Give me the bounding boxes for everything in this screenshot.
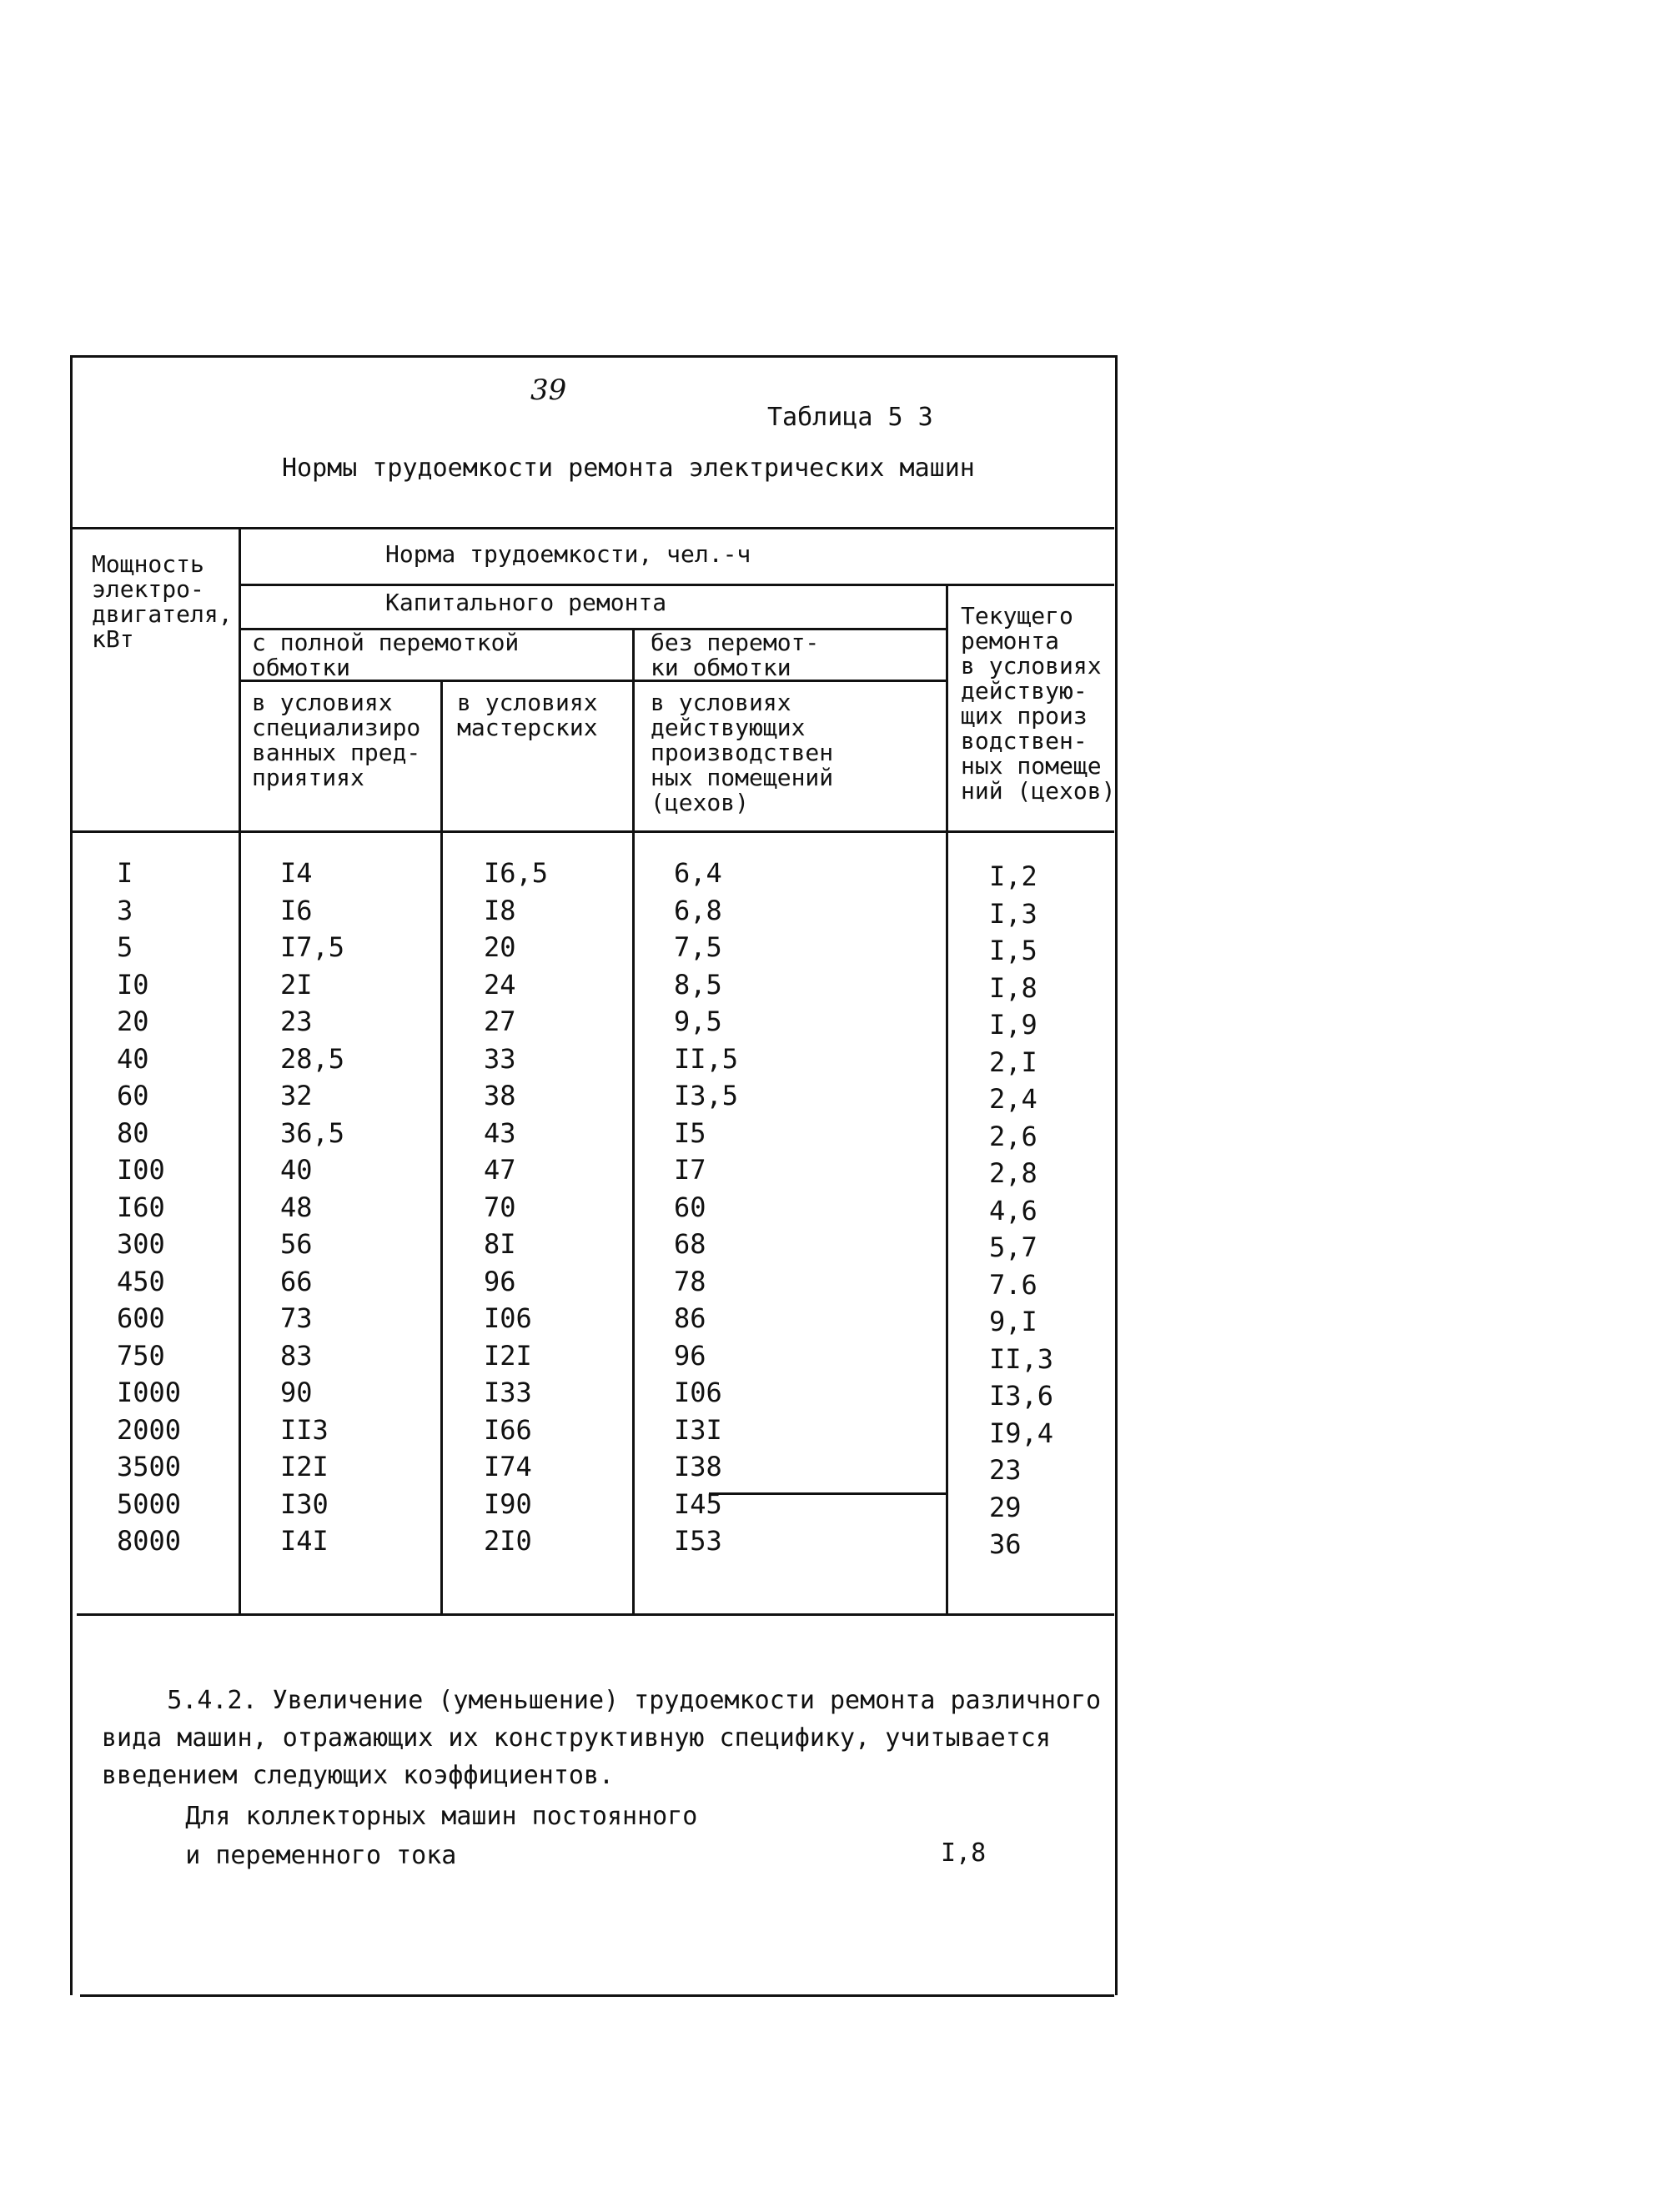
cell-spec: I4I	[280, 1525, 329, 1557]
cell-current: 5,7	[989, 1231, 1037, 1263]
page-number: 39	[530, 374, 567, 407]
cell-spec: 48	[280, 1191, 313, 1223]
cell-power: I00	[117, 1154, 165, 1186]
cell-power: 40	[117, 1042, 149, 1075]
cell-current: I,2	[989, 860, 1037, 892]
cell-spec: 23	[280, 1006, 313, 1037]
header-spec: в условиях специализиро ванных пред- приятиях	[252, 689, 421, 791]
cell-power: 20	[117, 1006, 149, 1037]
cell-workshop: I06	[484, 1302, 532, 1334]
cell-spec: 66	[280, 1265, 313, 1297]
cell-workshop: 27	[484, 1006, 516, 1037]
cell-power: 3500	[117, 1451, 182, 1482]
cell-workshop: 38	[484, 1080, 516, 1111]
cell-current: 2,6	[989, 1120, 1037, 1152]
column-workshop	[484, 855, 548, 1560]
cell-workshop: I74	[484, 1451, 532, 1482]
cell-existing: 60	[674, 1191, 706, 1223]
cell-current: II,3	[989, 1342, 1054, 1375]
cell-power: I0	[117, 968, 149, 1001]
cell-current: 4,6	[989, 1194, 1037, 1226]
cell-spec: 28,5	[280, 1042, 345, 1075]
header-existing: в условиях действующих производствен ных помещений (цехов)	[651, 689, 834, 816]
column-spec	[280, 855, 344, 1560]
column-power	[117, 855, 181, 1560]
paragraph-line-1: 5.4.2. Увеличение (уменьшение) трудоемкости ремонта различного	[107, 1686, 1102, 1715]
cell-spec: 40	[280, 1154, 313, 1186]
page-frame-bottom	[80, 1994, 1114, 1997]
cell-power: 80	[117, 1116, 149, 1149]
cell-workshop: 96	[484, 1265, 516, 1297]
cell-workshop: I8	[484, 894, 516, 926]
cell-existing: I5	[674, 1116, 706, 1149]
header-power: Мощность электро- двигателя, кВт	[92, 550, 233, 653]
cell-existing: II,5	[674, 1042, 739, 1075]
cell-existing: I45	[674, 1487, 722, 1520]
cell-workshop: 47	[484, 1154, 516, 1186]
cell-spec: I7,5	[280, 931, 345, 963]
cell-power: 60	[117, 1080, 149, 1111]
cell-existing: I3,5	[674, 1080, 739, 1111]
cell-power: 300	[117, 1228, 165, 1260]
cell-current: 9,I	[989, 1306, 1037, 1337]
header-norm: Норма трудоемкости, чел.-ч	[385, 540, 751, 568]
cell-existing: 6,8	[674, 894, 722, 926]
cell-power: 2000	[117, 1413, 182, 1446]
col-divider-1	[239, 527, 241, 1615]
cell-existing: 8,5	[674, 968, 722, 1001]
column-existing	[674, 855, 738, 1560]
cell-current: 2,8	[989, 1157, 1037, 1189]
cell-existing: 86	[674, 1302, 706, 1334]
table-title: Нормы трудоемкости ремонта электрических машин	[282, 454, 975, 483]
cell-current: I3,6	[989, 1380, 1054, 1412]
header-bottom-rule	[72, 830, 1114, 833]
cell-power: 600	[117, 1302, 165, 1334]
cell-workshop: I66	[484, 1413, 532, 1446]
cell-spec: I30	[280, 1487, 329, 1520]
cell-spec: 2I	[280, 968, 313, 1001]
cell-existing: 7,5	[674, 931, 722, 963]
table-bottom-rule	[77, 1613, 1114, 1616]
norm-header-rule	[240, 584, 1114, 586]
cell-current: I9,4	[989, 1417, 1054, 1449]
cell-workshop: I2I	[484, 1339, 532, 1372]
col-divider-3	[632, 628, 635, 1615]
cell-workshop: I33	[484, 1377, 532, 1408]
cell-existing: I53	[674, 1525, 722, 1557]
cell-power: 3	[117, 894, 133, 926]
cell-current: I,3	[989, 897, 1037, 930]
cell-spec: I6	[280, 894, 313, 926]
table-top-rule	[72, 527, 1114, 529]
cell-spec: 90	[280, 1377, 313, 1408]
header-current: Текущего ремонта в условиях действую- щих произ водствен- ных помеще ний (цехов)	[961, 602, 1116, 805]
cell-workshop: 20	[484, 931, 516, 963]
cell-spec: II3	[280, 1413, 329, 1446]
col-divider-4	[946, 584, 948, 1615]
cell-spec: I2I	[280, 1451, 329, 1482]
cell-existing: I7	[674, 1154, 706, 1186]
cell-current: 7.6	[989, 1268, 1037, 1301]
row-5000-rule	[709, 1492, 946, 1495]
cell-workshop: I6,5	[484, 857, 549, 889]
cell-current: 2,4	[989, 1083, 1037, 1115]
cell-power: 8000	[117, 1525, 182, 1557]
header-full-rewind: с полной перемоткой обмотки	[252, 629, 520, 681]
cell-spec: 73	[280, 1302, 313, 1334]
cell-current: 23	[989, 1454, 1022, 1486]
cell-current: 29	[989, 1491, 1022, 1523]
cell-existing: I3I	[674, 1413, 722, 1446]
cell-power: 450	[117, 1265, 165, 1297]
header-capital: Капитального ремонта	[385, 589, 667, 616]
cell-power: I000	[117, 1377, 182, 1408]
cell-workshop: 70	[484, 1191, 516, 1223]
cell-workshop: 2I0	[484, 1525, 532, 1557]
col-divider-2	[440, 680, 443, 1615]
cell-workshop: 43	[484, 1116, 516, 1149]
cell-spec: 32	[280, 1080, 313, 1111]
cell-current: 36	[989, 1528, 1022, 1560]
cell-spec: 56	[280, 1228, 313, 1260]
cell-current: I,8	[989, 971, 1037, 1004]
paragraph-line-5: и переменного тока	[125, 1841, 457, 1870]
cell-power: 5	[117, 931, 133, 963]
paragraph-line-2: вида машин, отражающих их конструктивную специфику, учитывается	[102, 1723, 1051, 1753]
table-number: Таблица 5 3	[767, 403, 933, 432]
cell-current: I,9	[989, 1009, 1037, 1041]
cell-workshop: 8I	[484, 1228, 516, 1260]
cell-spec: 36,5	[280, 1116, 345, 1149]
cell-workshop: 24	[484, 968, 516, 1001]
cell-workshop: I90	[484, 1487, 532, 1520]
column-current	[989, 858, 1053, 1563]
header-workshop: в условиях мастерских	[457, 689, 598, 741]
cell-current: 2,I	[989, 1046, 1037, 1078]
cell-power: I60	[117, 1191, 165, 1223]
cell-existing: 6,4	[674, 857, 722, 889]
cell-power: 5000	[117, 1487, 182, 1520]
cell-power: I	[117, 857, 133, 889]
paragraph-line-3: введением следующих коэффициентов.	[102, 1761, 615, 1790]
cell-existing: 96	[674, 1339, 706, 1372]
cell-existing: 68	[674, 1228, 706, 1260]
cell-existing: I06	[674, 1377, 722, 1408]
coefficient-value: I,8	[941, 1838, 987, 1868]
header-no-rewind: без перемот- ки обмотки	[651, 629, 820, 681]
cell-existing: 9,5	[674, 1006, 722, 1037]
cell-existing: 78	[674, 1265, 706, 1297]
cell-spec: I4	[280, 857, 313, 889]
paragraph-line-4: Для коллекторных машин постоянного	[125, 1802, 698, 1831]
cell-workshop: 33	[484, 1042, 516, 1075]
cell-spec: 83	[280, 1339, 313, 1372]
cell-power: 750	[117, 1339, 165, 1372]
cell-current: I,5	[989, 935, 1037, 966]
cell-existing: I38	[674, 1451, 722, 1482]
